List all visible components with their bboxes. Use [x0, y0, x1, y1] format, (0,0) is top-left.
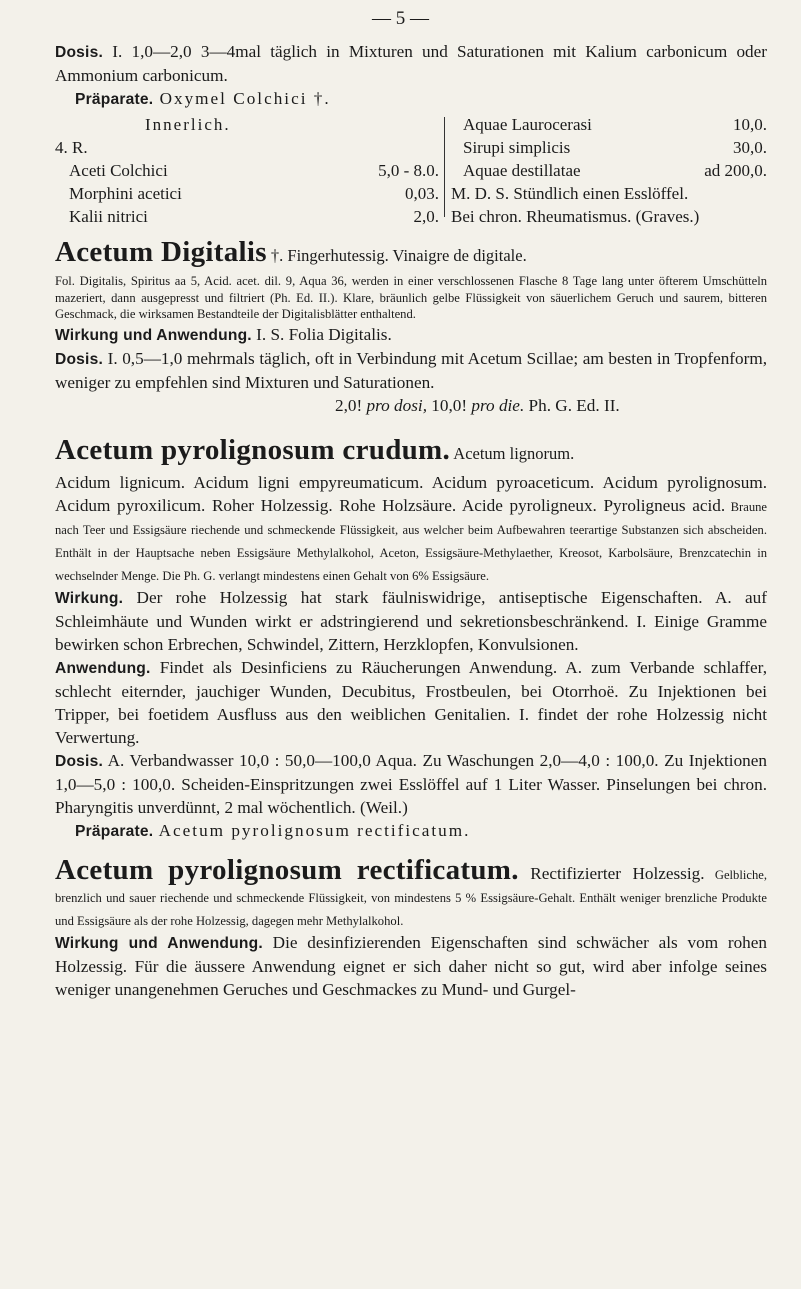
column-divider [444, 117, 445, 217]
digitalis-title: Acetum Digitalis [55, 236, 267, 268]
dosis-label: Dosis. [55, 44, 103, 61]
wirkung-text: Der rohe Holzessig hat stark fäulniswidrige, antiseptische Eigenschaften. A. auf Schleimhäute und Wunden wirkt er adstringierend und sekretionsbeschränkend. I. Einige Gramme bewirken schon Erbrechen, Schwindel, Zittern, Herzklopfen, Konvulsionen. [55, 587, 767, 654]
praeparate-text: Oxymel Colchici †. [153, 89, 331, 108]
recipe-left-column [55, 113, 439, 228]
rectificatum-title: Acetum pyrolignosum rectificatum. [55, 853, 519, 886]
digitalis-wirkung [55, 323, 767, 347]
recipe-note: Bei chron. Rheumatismus. (Graves.) [451, 207, 700, 226]
rectificatum-heading [55, 853, 767, 931]
crudum-description: Braune nach Teer und Essigsäure riechende und schmeckende Flüssigkeit, aus welcher beim Aufbewahren teerartige Substanzen sich abscheiden. Enthält in der Hauptsache neben Essigsäure Methylalkohol, Aceton, Essigsäure-Methylaether, Kreosot, Karbolsäure, Brenzcatechin in wechselnder Menge. Die Ph. G. verlangt mindestens einen Gehalt von 6% Essigsäure. [55, 499, 768, 583]
dosis-text: I. 1,0—2,0 3—4mal täglich in Mixturen und Saturationen mit Kalium carbonicum oder Ammonium carbonicum. [55, 42, 767, 85]
praeparate-text: Acetum pyrolignosum rectificatum. [153, 820, 471, 840]
recipe-item: Sirupi simplicis 30,0. [463, 138, 767, 157]
recipe-signa: M. D. S. Stündlich einen Esslöffel. [451, 184, 689, 203]
crudum-wirkung [55, 586, 767, 656]
crudum-title-suffix: Acetum lignorum. [450, 443, 575, 463]
page-number: — 5 — [372, 8, 429, 29]
digitalis-description: Fol. Digitalis, Spiritus aa 5, Acid. acet. dil. 9, Aqua 36, werden in einer verschlossenen Flasche 8 Tage lang unter öfterem Umschütteln mazeriert, dann ausgepresst und filtriert (Ph. Ed. II.). Klare, bräunlich gelbe Flüssigkeit von säuerlichem Geruch und saurem, bitteren Geschmack, die wirksamen Bestandteile der Digitalisblätter enthaltend. [55, 274, 767, 321]
praeparate-label: Präparate. [75, 822, 154, 840]
wirkung-label: Wirkung und Anwendung. [55, 326, 252, 344]
anwendung-label: Anwendung. [55, 659, 151, 677]
dosis-text: I. 0,5—1,0 mehrmals täglich, oft in Verbindung mit Acetum Scillae; am besten in Tropfenform, weniger zu empfehlen sind Mixturen und Saturationen. [55, 348, 767, 392]
crudum-heading [55, 433, 767, 471]
recipe-right-column [451, 113, 767, 228]
anwendung-text: Findet als Desinficiens zu Räucherungen Anwendung. A. zum Verbande schlaffer, schlecht eiternder, jauchiger Wunden, Decubitus, Frostbeulen, bei Otorrhoë. Zu Injektionen bei Tripper, bei foetidem Ausfluss aus den weiblichen Genitalien. I. findet der rohe Holzessig nicht Verwertung. [55, 657, 767, 747]
crudum-anwendung [55, 656, 767, 749]
digitalis-maxdose: 2,0! pro dosi, 10,0! pro die. Ph. G. Ed. II. [335, 395, 620, 415]
digitalis-dosis [55, 347, 767, 394]
dosis-label: Dosis. [55, 350, 103, 368]
recipe-item: Aquae Laurocerasi 10,0. [463, 115, 767, 134]
digitalis-heading [55, 235, 767, 273]
wirkung-text: Die desinfizierenden Eigenschaften sind schwächer als vom rohen Holzessig. Für die äussere Anwendung eignet er sich daher nicht so gut, wird aber infolge seines weniger unangenehmen Geruches und Geschmackes zu Mund- und Gurgel- [55, 932, 767, 999]
dosis-paragraph [55, 40, 767, 87]
wirkung-label: Wirkung. [55, 589, 124, 607]
recipe-item: Aquae destillatae ad 200,0. [463, 161, 767, 180]
crudum-praeparate [55, 819, 767, 843]
recipe-item: Aceti Colchici 5,0 - 8.0. [69, 161, 439, 180]
spacer [55, 417, 767, 433]
crudum-synonyms: Acidum lignicum. Acidum ligni empyreumaticum. Acidum pyroaceticum. Acidum pyrolignosum. Acidum pyroxilicum. Roher Holzessig. Rohe Holzsäure. Acide pyroligneux. Pyroligneus acid. Braune nach Teer und Essigsäure riechende und schmeckende Flüssigkeit, aus welcher beim Aufbewahren teerartige Substanzen sich abscheiden. Enthält in der Hauptsache neben Essigsäure Methylalkohol, Aceton, Essigsäure-Methylaether, Kreosot, Karbolsäure, Brenzcatechin in wechselnder Menge. Die Ph. G. verlangt mindestens einen Gehalt von 6% Essigsäure. [55, 472, 768, 583]
rectificatum-wirkung [55, 931, 767, 1001]
recipe-rp: 4. R. [55, 138, 88, 157]
rectificatum-description: Gelbliche, brenzlich und sauer riechende und schmeckende Flüssigkeit, von mindestens 5 % Essigsäure-Gehalt. Enthält weniger brenzliche Produkte und Essigsäure als der rohe Holzessig, dagegen mehr Methylalkohol. [55, 867, 767, 928]
dosis-label: Dosis. [55, 752, 103, 770]
praeparate-paragraph [55, 87, 767, 111]
recipe-item: Kalii nitrici 2,0. [69, 207, 439, 226]
digitalis-title-suffix: †. Fingerhutessig. Vinaigre de digitale. [266, 246, 527, 265]
praeparate-label: Präparate. [75, 91, 154, 108]
crudum-title: Acetum pyrolignosum crudum. [55, 433, 451, 466]
wirkung-text: I. S. Folia Digitalis. [251, 324, 392, 344]
wirkung-label: Wirkung und Anwendung. [55, 934, 263, 952]
recipe-block [55, 113, 767, 226]
rectificatum-title-suffix: Rectifizierter Holzessig. [518, 863, 705, 883]
recipe-item: Morphini acetici 0,03. [69, 184, 439, 203]
crudum-dosis [55, 749, 767, 819]
page-body [55, 40, 767, 1001]
recipe-heading: Innerlich. [145, 115, 231, 134]
dosis-text: A. Verbandwasser 10,0 : 50,0—100,0 Aqua. Zu Waschungen 2,0—4,0 : 100,0. Zu Injektionen 1,0—5,0 : 100,0. Scheiden-Einspritzungen zwei Esslöffel auf 1 Liter Wasser. Pinselungen bei chron. Pharyngitis unverdünnt, 2 mal wöchentlich. (Weil.) [55, 750, 767, 817]
